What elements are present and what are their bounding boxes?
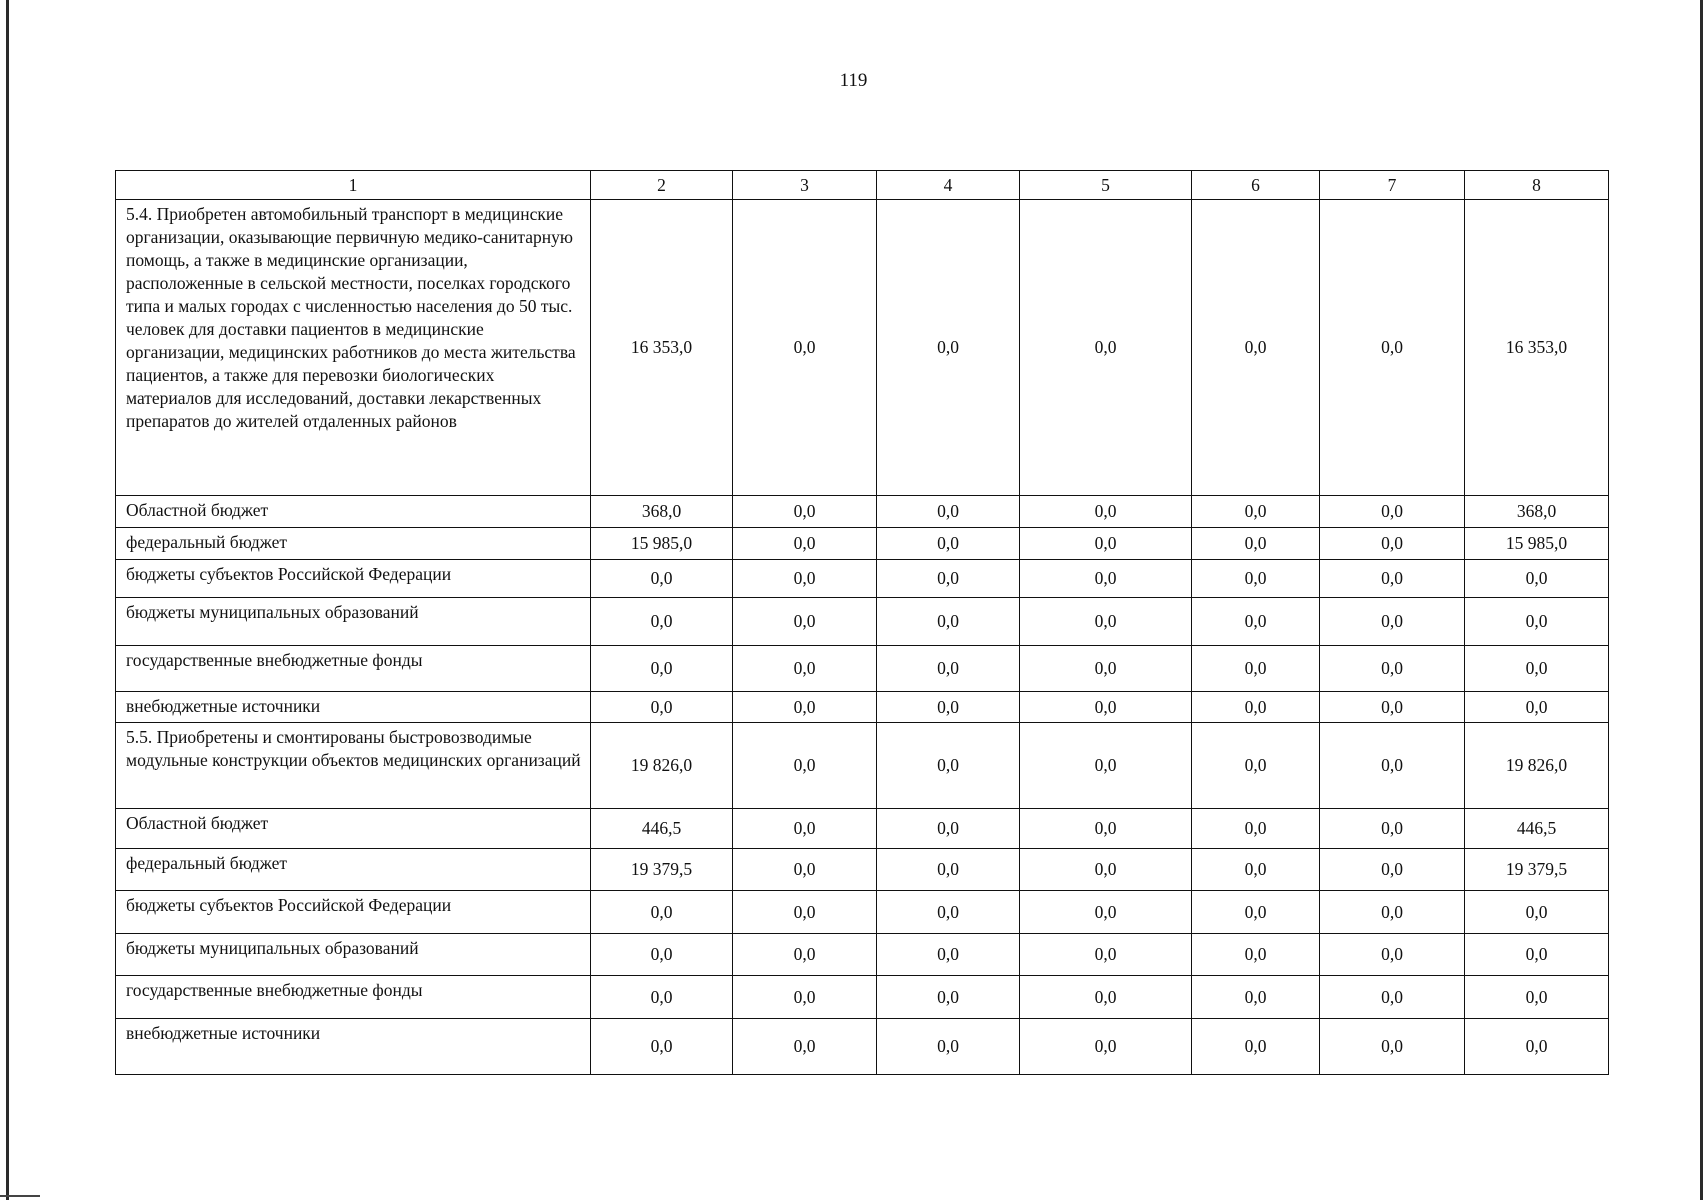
value-cell: 0,0 bbox=[591, 891, 733, 934]
value-cell: 0,0 bbox=[1192, 849, 1320, 891]
row-label: Областной бюджет bbox=[116, 809, 591, 849]
row-label: государственные внебюджетные фонды bbox=[116, 976, 591, 1019]
value-cell: 0,0 bbox=[1192, 723, 1320, 809]
value-cell: 0,0 bbox=[877, 976, 1020, 1019]
row-label: 5.5. Приобретены и смонтированы быстровозводимые модульные конструкции объектов медицинских организаций bbox=[116, 723, 591, 809]
value-cell: 0,0 bbox=[733, 976, 877, 1019]
table-row bbox=[116, 598, 1609, 646]
value-cell: 0,0 bbox=[1465, 692, 1609, 723]
row-label: бюджеты субъектов Российской Федерации bbox=[116, 891, 591, 934]
value-cell: 446,5 bbox=[1465, 809, 1609, 849]
value-cell: 446,5 bbox=[591, 809, 733, 849]
table-row bbox=[116, 496, 1609, 528]
value-cell: 0,0 bbox=[733, 646, 877, 692]
value-cell: 19 826,0 bbox=[1465, 723, 1609, 809]
table-row bbox=[116, 646, 1609, 692]
value-cell: 0,0 bbox=[1020, 496, 1192, 528]
value-cell: 0,0 bbox=[1320, 976, 1465, 1019]
value-cell: 19 379,5 bbox=[591, 849, 733, 891]
header-row bbox=[116, 171, 1609, 200]
value-cell: 0,0 bbox=[877, 891, 1020, 934]
table-row bbox=[116, 934, 1609, 976]
value-cell: 0,0 bbox=[1320, 528, 1465, 560]
value-cell: 0,0 bbox=[1192, 1019, 1320, 1075]
value-cell: 0,0 bbox=[1320, 598, 1465, 646]
value-cell: 0,0 bbox=[1320, 809, 1465, 849]
value-cell: 0,0 bbox=[877, 200, 1020, 496]
value-cell: 19 826,0 bbox=[591, 723, 733, 809]
value-cell: 0,0 bbox=[733, 692, 877, 723]
table-row bbox=[116, 560, 1609, 598]
value-cell: 0,0 bbox=[1465, 560, 1609, 598]
value-cell: 0,0 bbox=[1020, 692, 1192, 723]
value-cell: 0,0 bbox=[1192, 692, 1320, 723]
value-cell: 0,0 bbox=[733, 1019, 877, 1075]
row-label: государственные внебюджетные фонды bbox=[116, 646, 591, 692]
table-row bbox=[116, 809, 1609, 849]
row-label: 5.4. Приобретен автомобильный транспорт в медицинские организации, оказывающие первичную медико-санитарную помощь, а также в медицинские организации, расположенные в сельской местности, поселках городского типа и малых городах с численностью населения до 50 тыс. человек для доставки пациентов в медицинские организации, медицинских работников до места жительства пациентов, а также для перевозки биологических материалов для исследований, доставки лекарственных препаратов до жителей отдаленных районов bbox=[116, 200, 591, 496]
value-cell: 0,0 bbox=[733, 496, 877, 528]
value-cell: 0,0 bbox=[733, 723, 877, 809]
value-cell: 0,0 bbox=[1465, 976, 1609, 1019]
value-cell: 0,0 bbox=[1465, 934, 1609, 976]
value-cell: 0,0 bbox=[877, 598, 1020, 646]
value-cell: 0,0 bbox=[1020, 849, 1192, 891]
value-cell: 0,0 bbox=[1192, 646, 1320, 692]
row-label: федеральный бюджет bbox=[116, 849, 591, 891]
row-label: бюджеты муниципальных образований bbox=[116, 934, 591, 976]
value-cell: 0,0 bbox=[1465, 891, 1609, 934]
table-row bbox=[116, 692, 1609, 723]
scan-edge-left bbox=[6, 0, 9, 1200]
table-row bbox=[116, 1019, 1609, 1075]
value-cell: 0,0 bbox=[1320, 496, 1465, 528]
value-cell: 0,0 bbox=[1465, 598, 1609, 646]
table-row bbox=[116, 849, 1609, 891]
value-cell: 0,0 bbox=[1320, 692, 1465, 723]
budget-table bbox=[115, 170, 1609, 1075]
table-row bbox=[116, 528, 1609, 560]
value-cell: 0,0 bbox=[877, 692, 1020, 723]
column-header: 3 bbox=[733, 171, 877, 200]
value-cell: 0,0 bbox=[591, 934, 733, 976]
value-cell: 0,0 bbox=[877, 934, 1020, 976]
value-cell: 0,0 bbox=[591, 692, 733, 723]
value-cell: 0,0 bbox=[1320, 646, 1465, 692]
value-cell: 0,0 bbox=[1020, 200, 1192, 496]
table-row bbox=[116, 200, 1609, 496]
value-cell: 19 379,5 bbox=[1465, 849, 1609, 891]
value-cell: 368,0 bbox=[591, 496, 733, 528]
row-label: внебюджетные источники bbox=[116, 1019, 591, 1075]
table-row bbox=[116, 723, 1609, 809]
value-cell: 16 353,0 bbox=[1465, 200, 1609, 496]
table-row bbox=[116, 891, 1609, 934]
value-cell: 15 985,0 bbox=[1465, 528, 1609, 560]
value-cell: 0,0 bbox=[733, 560, 877, 598]
value-cell: 0,0 bbox=[877, 560, 1020, 598]
value-cell: 0,0 bbox=[877, 528, 1020, 560]
page-number: 119 bbox=[839, 70, 868, 91]
value-cell: 0,0 bbox=[877, 646, 1020, 692]
value-cell: 0,0 bbox=[1465, 646, 1609, 692]
value-cell: 0,0 bbox=[591, 598, 733, 646]
value-cell: 0,0 bbox=[877, 1019, 1020, 1075]
value-cell: 0,0 bbox=[1320, 723, 1465, 809]
value-cell: 0,0 bbox=[1192, 200, 1320, 496]
value-cell: 0,0 bbox=[1192, 934, 1320, 976]
value-cell: 0,0 bbox=[1192, 598, 1320, 646]
value-cell: 0,0 bbox=[1020, 723, 1192, 809]
value-cell: 0,0 bbox=[733, 200, 877, 496]
value-cell: 0,0 bbox=[733, 528, 877, 560]
scan-edge-right bbox=[1700, 0, 1703, 1200]
value-cell: 0,0 bbox=[877, 849, 1020, 891]
value-cell: 0,0 bbox=[877, 496, 1020, 528]
column-header: 6 bbox=[1192, 171, 1320, 200]
value-cell: 0,0 bbox=[1020, 528, 1192, 560]
value-cell: 0,0 bbox=[591, 1019, 733, 1075]
row-label: Областной бюджет bbox=[116, 496, 591, 528]
value-cell: 0,0 bbox=[733, 849, 877, 891]
value-cell: 0,0 bbox=[1320, 891, 1465, 934]
value-cell: 0,0 bbox=[1320, 849, 1465, 891]
value-cell: 0,0 bbox=[877, 809, 1020, 849]
value-cell: 16 353,0 bbox=[591, 200, 733, 496]
value-cell: 0,0 bbox=[1320, 1019, 1465, 1075]
value-cell: 0,0 bbox=[1320, 560, 1465, 598]
value-cell: 0,0 bbox=[1320, 934, 1465, 976]
column-header: 7 bbox=[1320, 171, 1465, 200]
value-cell: 0,0 bbox=[733, 598, 877, 646]
value-cell: 0,0 bbox=[733, 891, 877, 934]
column-header: 5 bbox=[1020, 171, 1192, 200]
value-cell: 0,0 bbox=[1020, 646, 1192, 692]
value-cell: 0,0 bbox=[1020, 976, 1192, 1019]
value-cell: 0,0 bbox=[1192, 891, 1320, 934]
value-cell: 0,0 bbox=[1020, 1019, 1192, 1075]
value-cell: 0,0 bbox=[733, 809, 877, 849]
row-label: бюджеты субъектов Российской Федерации bbox=[116, 560, 591, 598]
table-body bbox=[116, 171, 1609, 1075]
value-cell: 0,0 bbox=[733, 934, 877, 976]
value-cell: 0,0 bbox=[1020, 598, 1192, 646]
value-cell: 0,0 bbox=[591, 560, 733, 598]
column-header: 2 bbox=[591, 171, 733, 200]
row-label: бюджеты муниципальных образований bbox=[116, 598, 591, 646]
row-label: внебюджетные источники bbox=[116, 692, 591, 723]
value-cell: 368,0 bbox=[1465, 496, 1609, 528]
value-cell: 15 985,0 bbox=[591, 528, 733, 560]
value-cell: 0,0 bbox=[1020, 560, 1192, 598]
value-cell: 0,0 bbox=[1192, 528, 1320, 560]
value-cell: 0,0 bbox=[591, 976, 733, 1019]
column-header: 8 bbox=[1465, 171, 1609, 200]
value-cell: 0,0 bbox=[1020, 809, 1192, 849]
value-cell: 0,0 bbox=[1020, 934, 1192, 976]
value-cell: 0,0 bbox=[1192, 809, 1320, 849]
row-label: федеральный бюджет bbox=[116, 528, 591, 560]
scan-edge-bottom bbox=[0, 1195, 40, 1197]
value-cell: 0,0 bbox=[1192, 560, 1320, 598]
value-cell: 0,0 bbox=[1020, 891, 1192, 934]
column-header: 4 bbox=[877, 171, 1020, 200]
table-row bbox=[116, 976, 1609, 1019]
value-cell: 0,0 bbox=[1192, 976, 1320, 1019]
value-cell: 0,0 bbox=[1465, 1019, 1609, 1075]
value-cell: 0,0 bbox=[591, 646, 733, 692]
value-cell: 0,0 bbox=[1192, 496, 1320, 528]
value-cell: 0,0 bbox=[877, 723, 1020, 809]
column-header: 1 bbox=[116, 171, 591, 200]
value-cell: 0,0 bbox=[1320, 200, 1465, 496]
